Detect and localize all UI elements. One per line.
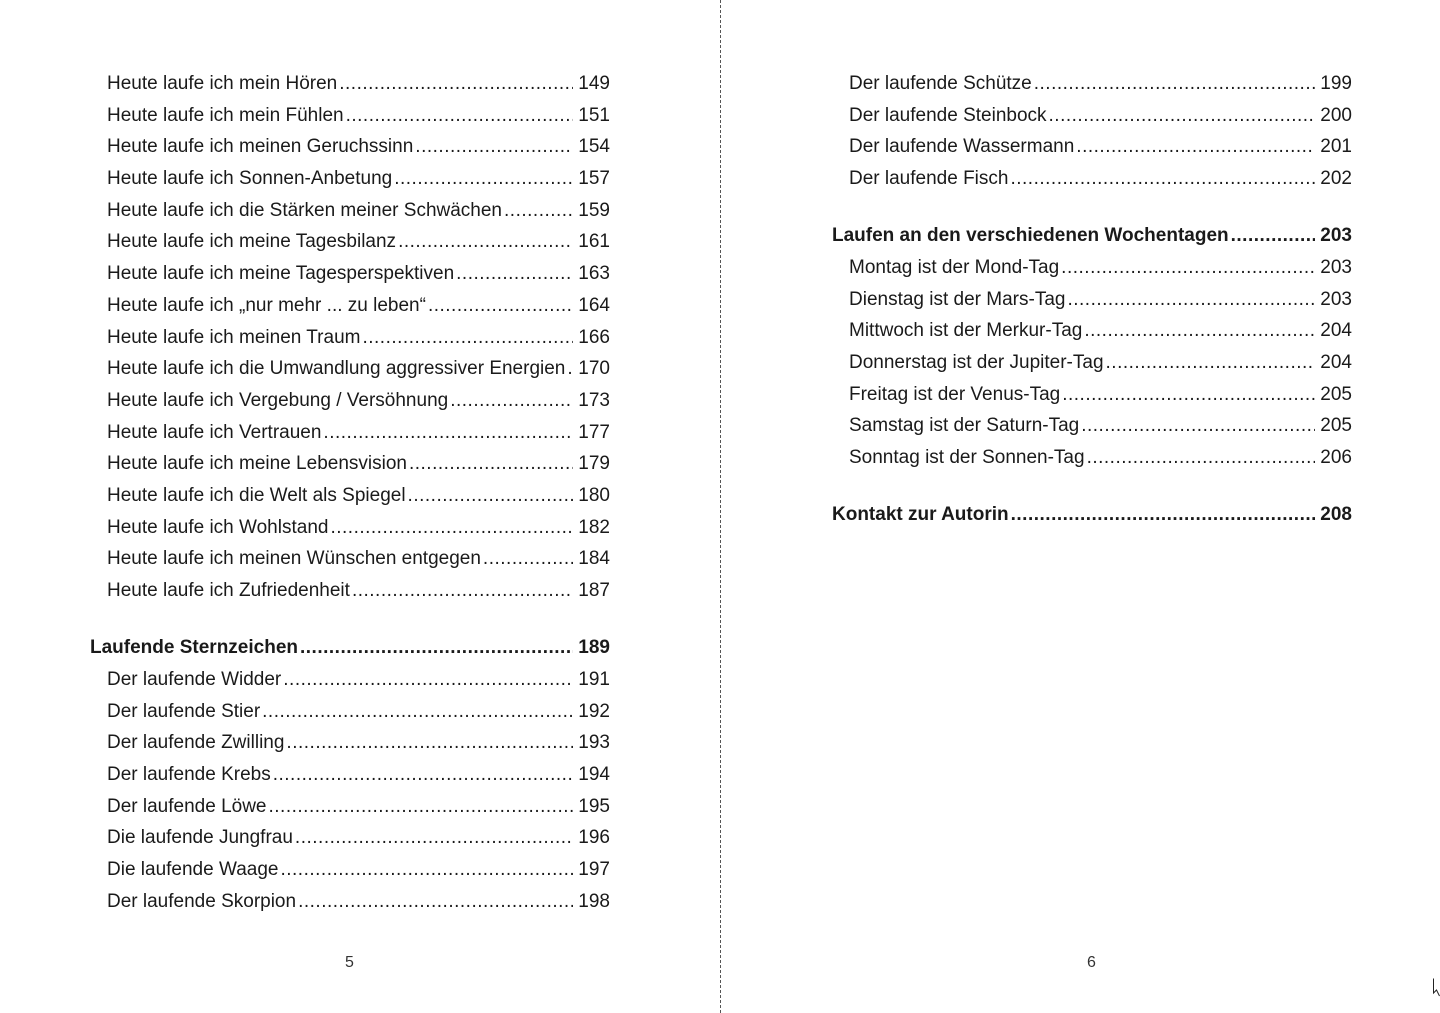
toc-heading[interactable] xyxy=(90,632,610,664)
toc-entry-page: 189 xyxy=(578,637,610,659)
toc-entry-title: Heute laufe ich Sonnen-Anbetung xyxy=(107,168,393,190)
toc-leader-dots xyxy=(273,759,574,791)
toc-entry[interactable] xyxy=(832,410,1352,442)
toc-entry-title: Samstag ist der Saturn-Tag xyxy=(849,415,1080,437)
toc-entry[interactable] xyxy=(90,385,610,417)
toc-leader-dots xyxy=(1034,68,1316,100)
toc-entry-page: 177 xyxy=(578,421,610,443)
toc-entry-page: 195 xyxy=(578,795,610,817)
toc-entry[interactable] xyxy=(90,322,610,354)
toc-leader-dots xyxy=(1010,163,1315,195)
toc-entry-page: 159 xyxy=(578,199,610,221)
toc-entry-page: 154 xyxy=(578,136,610,158)
toc-entry-title: Mittwoch ist der Merkur-Tag xyxy=(849,320,1083,342)
toc-entry-page: 164 xyxy=(578,294,610,316)
toc-entry[interactable] xyxy=(832,379,1352,411)
toc-entry-page: 151 xyxy=(578,104,610,126)
toc-entry[interactable] xyxy=(832,163,1352,195)
toc-entry[interactable] xyxy=(90,448,610,480)
toc-entry-title: Der laufende Krebs xyxy=(107,763,271,785)
toc-entry-page: 202 xyxy=(1320,168,1352,190)
toc-entry[interactable] xyxy=(832,68,1352,100)
toc-leader-dots xyxy=(1106,347,1316,379)
toc-entry-title: Heute laufe ich meine Tagesperspektiven xyxy=(107,263,455,285)
toc-entry[interactable] xyxy=(90,480,610,512)
toc-entry-title: Der laufende Steinbock xyxy=(849,104,1047,126)
toc-entry-page: 191 xyxy=(578,668,610,690)
toc-entry-page: 205 xyxy=(1320,415,1352,437)
toc-entry-title: Der laufende Skorpion xyxy=(107,890,297,912)
toc-entry[interactable] xyxy=(90,512,610,544)
toc-leader-dots xyxy=(456,258,573,290)
toc-leader-dots xyxy=(1061,252,1315,284)
toc-entry[interactable] xyxy=(90,353,610,385)
toc-entry-page: 197 xyxy=(578,859,610,880)
page-divider xyxy=(720,0,721,1013)
toc-entry-title: Heute laufe ich meine Lebensvision xyxy=(107,453,407,475)
toc-entry-title: Heute laufe ich Vergebung / Versöhnung xyxy=(107,389,449,411)
toc-leader-dots xyxy=(269,791,574,823)
toc-entry-page: 206 xyxy=(1320,447,1352,469)
toc-entry[interactable] xyxy=(90,759,610,791)
toc-entry[interactable] xyxy=(90,696,610,728)
toc-entry-title: Heute laufe ich mein Fühlen xyxy=(107,104,344,126)
toc-entry-page: 170 xyxy=(578,358,610,380)
toc-leader-dots xyxy=(394,163,573,195)
toc-entry[interactable] xyxy=(832,347,1352,379)
toc-entry[interactable] xyxy=(90,822,610,854)
toc-leader-dots xyxy=(409,448,573,480)
toc-entry-page: 163 xyxy=(578,263,610,285)
toc-leader-dots xyxy=(339,68,573,100)
toc-entry-title: Laufende Sternzeichen xyxy=(90,637,298,659)
toc-entry[interactable] xyxy=(90,226,610,258)
toc-entry[interactable] xyxy=(90,100,610,132)
toc-entry-page: 179 xyxy=(578,453,610,475)
toc-entry-title: Heute laufe ich die Umwandlung aggressiver Energien xyxy=(107,358,566,380)
toc-entry[interactable] xyxy=(90,791,610,823)
toc-leader-dots xyxy=(1087,442,1316,474)
toc-leader-dots xyxy=(323,417,573,449)
toc-entry-title: Heute laufe ich Vertrauen xyxy=(107,421,322,443)
toc-entry[interactable] xyxy=(90,886,610,918)
toc-list-right xyxy=(832,68,1352,531)
toc-entry[interactable] xyxy=(90,854,610,886)
toc-entry-title: Montag ist der Mond-Tag xyxy=(849,256,1060,278)
toc-leader-dots xyxy=(300,632,573,664)
toc-entry[interactable] xyxy=(90,575,610,607)
toc-entry-page: 193 xyxy=(578,732,610,754)
toc-entry-title: Laufen an den verschiedenen Wochentagen xyxy=(832,225,1229,247)
page-number-right: 6 xyxy=(1087,954,1096,971)
toc-entry-page: 187 xyxy=(578,580,610,601)
toc-entry-title: Heute laufe ich die Welt als Spiegel xyxy=(107,484,406,506)
toc-entry-title: Der laufende Schütze xyxy=(849,73,1032,94)
toc-entry-page: 149 xyxy=(578,73,610,94)
toc-entry[interactable] xyxy=(832,315,1352,347)
toc-entry-title: Heute laufe ich meine Tagesbilanz xyxy=(107,231,397,253)
toc-entry[interactable] xyxy=(832,442,1352,474)
toc-entry[interactable] xyxy=(90,195,610,227)
toc-entry[interactable] xyxy=(90,543,610,575)
toc-leader-dots xyxy=(1011,499,1316,531)
toc-entry[interactable] xyxy=(832,131,1352,163)
toc-entry-page: 199 xyxy=(1320,73,1352,94)
page-right xyxy=(722,0,1440,1013)
toc-entry-title: Donnerstag ist der Jupiter-Tag xyxy=(849,352,1104,373)
toc-entry-page: 203 xyxy=(1320,288,1352,310)
toc-leader-dots xyxy=(286,727,573,759)
toc-leader-dots xyxy=(298,886,573,918)
toc-entry-page: 192 xyxy=(578,700,610,722)
toc-entry-title: Heute laufe ich meinen Wünschen entgegen xyxy=(107,548,481,570)
toc-entry[interactable] xyxy=(832,284,1352,316)
toc-leader-dots xyxy=(280,854,573,886)
toc-entry[interactable] xyxy=(90,290,610,322)
pointer-arrow-icon xyxy=(1433,978,1440,998)
toc-entry-title: Heute laufe ich die Stärken meiner Schwächen xyxy=(107,199,503,221)
toc-leader-dots xyxy=(1081,410,1315,442)
toc-leader-dots xyxy=(504,195,573,227)
toc-leader-dots xyxy=(483,543,573,575)
toc-leader-dots xyxy=(362,322,573,354)
toc-leader-dots xyxy=(428,290,573,322)
toc-leader-dots xyxy=(1049,100,1316,132)
toc-entry[interactable] xyxy=(832,252,1352,284)
toc-entry[interactable] xyxy=(90,727,610,759)
toc-entry-title: Der laufende Wassermann xyxy=(849,136,1075,158)
toc-entry-page: 205 xyxy=(1320,383,1352,405)
toc-entry-title: Sonntag ist der Sonnen-Tag xyxy=(849,447,1085,469)
toc-entry-page: 166 xyxy=(578,326,610,348)
toc-entry-page: 196 xyxy=(578,827,610,849)
toc-entry-title: Heute laufe ich mein Hören xyxy=(107,73,338,94)
toc-entry-page: 208 xyxy=(1320,504,1352,526)
toc-entry-page: 198 xyxy=(578,890,610,912)
toc-leader-dots xyxy=(330,512,573,544)
toc-entry-page: 203 xyxy=(1320,256,1352,278)
toc-entry-title: Der laufende Fisch xyxy=(849,168,1009,190)
toc-entry-title: Kontakt zur Autorin xyxy=(832,504,1009,526)
toc-entry-page: 200 xyxy=(1320,104,1352,126)
toc-entry-page: 173 xyxy=(578,389,610,411)
toc-entry[interactable] xyxy=(90,163,610,195)
toc-entry-page: 194 xyxy=(578,763,610,785)
toc-leader-dots xyxy=(398,226,573,258)
toc-entry[interactable] xyxy=(90,664,610,696)
toc-heading[interactable] xyxy=(832,499,1352,531)
toc-leader-dots xyxy=(346,100,574,132)
toc-entry-page: 184 xyxy=(578,548,610,570)
toc-entry-title: Der laufende Stier xyxy=(107,700,261,722)
toc-entry-title: Heute laufe ich meinen Geruchssinn xyxy=(107,136,414,158)
toc-entry-page: 182 xyxy=(578,516,610,538)
toc-leader-dots xyxy=(1062,379,1315,411)
page-number-left: 5 xyxy=(345,954,354,971)
toc-entry-page: 161 xyxy=(578,231,610,253)
toc-entry[interactable] xyxy=(90,417,610,449)
toc-leader-dots xyxy=(262,696,573,728)
toc-entry-title: Heute laufe ich Wohlstand xyxy=(107,516,329,538)
toc-entry-page: 201 xyxy=(1320,136,1352,158)
toc-entry-title: Heute laufe ich Zufriedenheit xyxy=(107,580,350,601)
toc-leader-dots xyxy=(352,575,573,607)
toc-entry-title: Dienstag ist der Mars-Tag xyxy=(849,288,1066,310)
toc-entry-title: Freitag ist der Venus-Tag xyxy=(849,383,1061,405)
toc-entry-page: 157 xyxy=(578,168,610,190)
toc-leader-dots xyxy=(408,480,574,512)
toc-leader-dots xyxy=(1084,315,1315,347)
toc-entry-title: Die laufende Jungfrau xyxy=(107,827,293,849)
toc-entry-title: Heute laufe ich meinen Traum xyxy=(107,326,361,348)
toc-leader-dots xyxy=(1231,220,1316,252)
toc-list-left xyxy=(90,68,610,917)
toc-entry-title: Der laufende Löwe xyxy=(107,795,267,817)
toc-entry-page: 180 xyxy=(578,484,610,506)
toc-entry-page: 203 xyxy=(1320,225,1352,247)
toc-entry-title: Der laufende Zwilling xyxy=(107,732,285,754)
toc-entry-page: 204 xyxy=(1320,320,1352,342)
toc-entry[interactable] xyxy=(90,258,610,290)
toc-entry-title: Heute laufe ich „nur mehr ... zu leben“ xyxy=(107,294,426,316)
toc-entry-title: Die laufende Waage xyxy=(107,859,279,880)
toc-leader-dots xyxy=(415,131,573,163)
toc-leader-dots xyxy=(295,822,573,854)
toc-leader-dots xyxy=(1076,131,1315,163)
toc-entry-page: 204 xyxy=(1320,352,1352,373)
toc-entry[interactable] xyxy=(90,68,610,100)
toc-leader-dots xyxy=(450,385,573,417)
toc-entry[interactable] xyxy=(832,100,1352,132)
toc-entry[interactable] xyxy=(90,131,610,163)
toc-leader-dots xyxy=(283,664,573,696)
toc-entry-title: Der laufende Widder xyxy=(107,668,282,690)
toc-heading[interactable] xyxy=(832,220,1352,252)
toc-leader-dots xyxy=(1067,284,1315,316)
